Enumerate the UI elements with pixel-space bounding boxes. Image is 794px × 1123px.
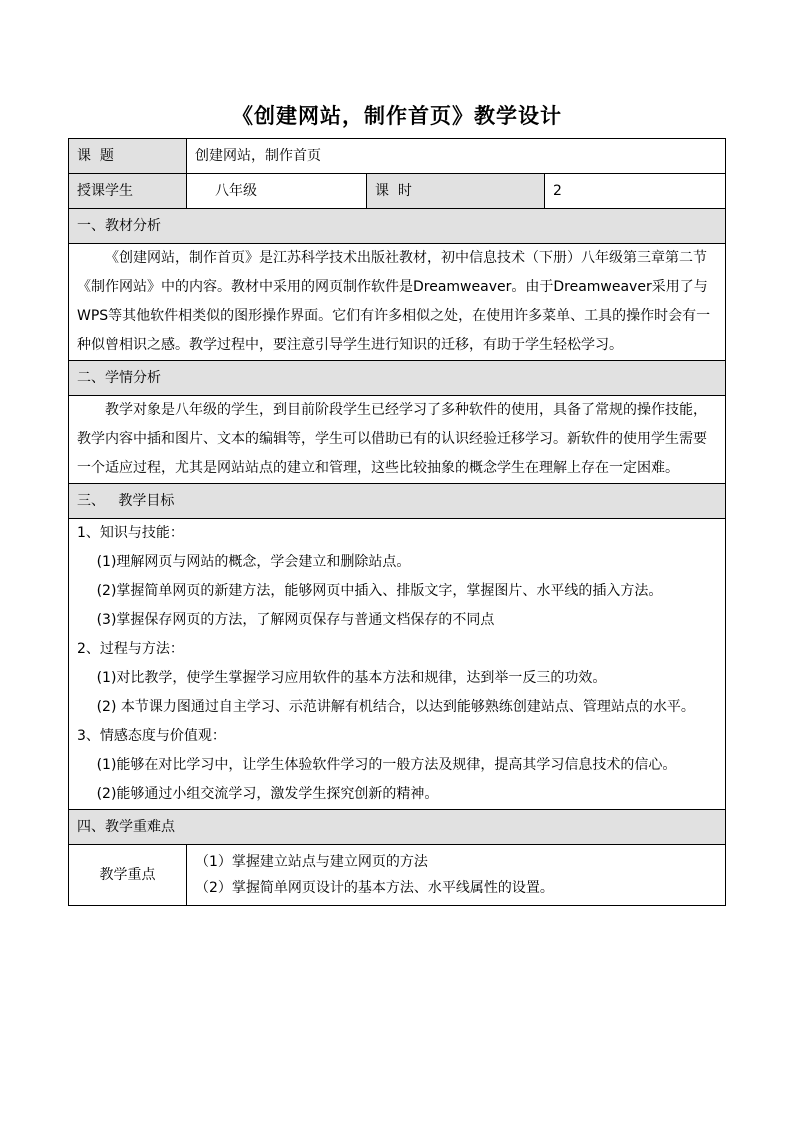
learners-heading-row xyxy=(69,361,726,396)
hours-label: 课 时 xyxy=(367,174,545,209)
goal-process-title: 2、过程与方法： xyxy=(77,641,184,657)
goal-knowledge-title: 1、知识与技能： xyxy=(77,525,184,541)
goal-knowledge-item: (1)理解网页与网站的概念，学会建立和删除站点。 xyxy=(96,554,411,570)
topic-label: 课 题 xyxy=(69,139,187,174)
learners-body-row xyxy=(69,396,726,484)
learners-heading: 二、学情分析 xyxy=(69,361,726,396)
goal-knowledge-item: (3)掌握保存网页的方法，了解网页保存与普通文档保存的不同点 xyxy=(96,612,495,628)
keypoints-heading-row xyxy=(69,810,726,845)
goal-attitude-title: 3、情感态度与价值观： xyxy=(77,728,226,744)
keypoint-item: （2）掌握简单网页设计的基本方法、水平线属性的设置。 xyxy=(195,880,554,896)
material-heading-row xyxy=(69,209,726,244)
hours-value: 2 xyxy=(545,174,726,209)
keypoints-label: 教学重点 xyxy=(69,845,187,906)
students-label: 授课学生 xyxy=(69,174,187,209)
page-title: 《创建网站，制作首页》教学设计 xyxy=(232,103,562,128)
students-row xyxy=(69,174,726,209)
topic-value: 创建网站，制作首页 xyxy=(187,139,726,174)
goal-attitude-item: (1)能够在对比学习中，让学生体验软件学习的一般方法及规律，提高其学习信息技术的信心。 xyxy=(96,757,677,773)
goal-knowledge-item: (2)掌握简单网页的新建方法，能够网页中插入、排版文字，掌握图片、水平线的插入方法。 xyxy=(96,583,663,599)
goals-body-row xyxy=(69,519,726,810)
keypoints-heading: 四、教学重难点 xyxy=(69,810,726,845)
goal-process-item: (1)对比教学，使学生掌握学习应用软件的基本方法和规律，达到举一反三的功效。 xyxy=(96,670,607,686)
learners-text: 教学对象是八年级的学生，到目前阶段学生已经学习了多种软件的使用，具备了常规的操作技能，教学内容中插和图片、文本的编辑等，学生可以借助已有的认识经验迁移学习。新软件的使用学生需要一个适应过程，尤其是网站站点的建立和管理，这些比较抽象的概念学生在理解上存在一定困难。 xyxy=(77,402,707,476)
goal-attitude-item: (2)能够通过小组交流学习，激发学生探究创新的精神。 xyxy=(96,786,439,802)
topic-row xyxy=(69,139,726,174)
lesson-plan-table xyxy=(68,138,726,906)
students-value: 八年级 xyxy=(187,174,367,209)
keypoint-item: （1）掌握建立站点与建立网页的方法 xyxy=(195,854,428,870)
goals-heading-row xyxy=(69,484,726,519)
goal-process-item: (2) 本节课力图通过自主学习、示范讲解有机结合，以达到能够熟练创建站点、管理站点的水平。 xyxy=(96,699,695,715)
keypoints-row xyxy=(69,845,726,906)
material-body-row xyxy=(69,244,726,361)
material-text: 《创建网站，制作首页》是江苏科学技术出版社教材，初中信息技术（下册）八年级第三章第二节《制作网站》中的内容。教材中采用的网页制作软件是Dreamweaver。由于Dreamweaver采用了与WPS等其他软件相类似的图形操作界面。它们有许多相似之处，在使用许多菜单、工具的操作时会有一种似曾相识之感。教学过程中，要注意引导学生进行知识的迁移，有助于学生轻松学习。 xyxy=(77,250,711,353)
material-heading: 一、教材分析 xyxy=(69,209,726,244)
goals-heading: 三、 教学目标 xyxy=(69,484,726,519)
